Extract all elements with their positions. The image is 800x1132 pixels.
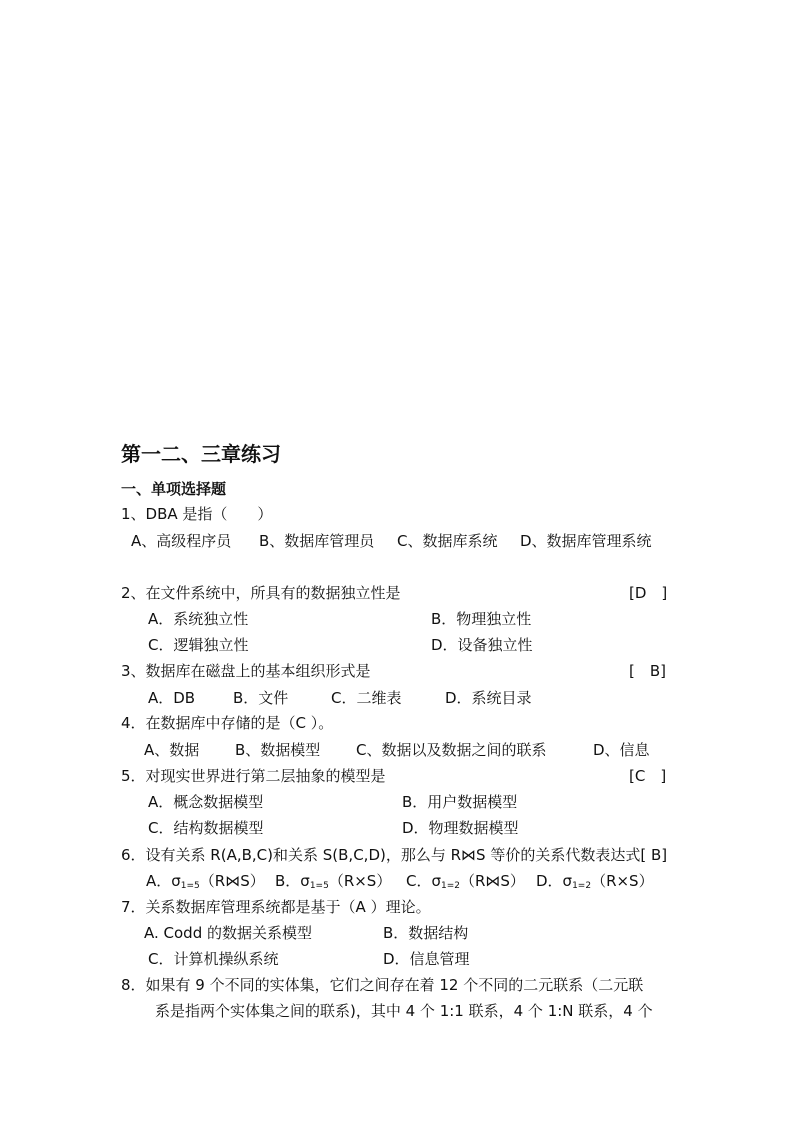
page-title: 第一二、三章练习 — [121, 442, 281, 466]
q4-option-b: B、数据模型 — [235, 741, 321, 759]
q2-option-b: B．物理独立性 — [431, 610, 532, 628]
q4-option-a: A、数据 — [144, 741, 200, 759]
q2-option-a: A．系统独立性 — [148, 610, 249, 628]
q2-option-d: D．设备独立性 — [431, 636, 533, 654]
section-heading: 一、单项选择题 — [121, 480, 227, 498]
question-4-stem: 4．在数据库中存储的是（C ）。 — [121, 714, 334, 732]
q3-option-d: D．系统目录 — [445, 689, 532, 707]
q7-option-b: B．数据结构 — [383, 924, 469, 942]
q3-option-b: B．文件 — [233, 689, 289, 707]
q7-option-d: D．信息管理 — [383, 950, 470, 968]
question-8-line-1: 8．如果有 9 个不同的实体集，它们之间存在着 12 个不同的二元联系（二元联 — [121, 976, 644, 994]
question-2-stem: 2、在文件系统中，所具有的数据独立性是 — [121, 584, 401, 602]
q6-option-d: D．$\sigma_{1=2}(R\times S)$ — [536, 872, 654, 891]
q3-option-a: A．DB — [148, 689, 196, 707]
question-3-stem: 3、数据库在磁盘上的基本组织形式是 — [121, 662, 371, 680]
q3-answer: [ B] — [629, 662, 666, 680]
question-5-stem: 5．对现实世界进行第二层抽象的模型是 — [121, 767, 386, 785]
q1-option-d: D、数据库管理系统 — [520, 532, 652, 550]
q1-option-c: C、数据库系统 — [397, 532, 498, 550]
q2-answer: [D ] — [629, 584, 668, 602]
q2-option-c: C．逻辑独立性 — [148, 636, 249, 654]
q3-option-c: C．二维表 — [331, 689, 402, 707]
q4-option-d: D、信息 — [593, 741, 650, 759]
question-6-stem: 6．设有关系 R(A,B,C)和关系 S(B,C,D)，那么与 R⋈S 等价的关系代数表达式[ B] — [121, 846, 668, 864]
q4-option-c: C、数据以及数据之间的联系 — [356, 741, 547, 759]
q6-option-a: A．$\sigma_{1=5}(R⋈S)$ — [146, 872, 265, 891]
q5-option-b: B．用户数据模型 — [402, 793, 518, 811]
q7-option-c: C．计算机操纵系统 — [148, 950, 279, 968]
question-1-stem: 1、DBA 是指（ ） — [121, 505, 273, 523]
q6-option-b: B．$\sigma_{1=5}(R\times S)$ — [275, 872, 392, 891]
q1-option-b: B、数据库管理员 — [259, 532, 375, 550]
q5-option-d: D．物理数据模型 — [402, 819, 519, 837]
q1-option-a: A、高级程序员 — [131, 532, 232, 550]
q5-answer: [C ] — [629, 767, 667, 785]
question-8-line-2: 系是指两个实体集之间的联系)，其中 4 个 1:1 联系，4 个 1:N 联系，4 个 — [155, 1002, 653, 1020]
question-7-stem: 7．关系数据库管理系统都是基于（A ）理论。 — [121, 898, 431, 916]
q5-option-c: C．结构数据模型 — [148, 819, 264, 837]
q5-option-a: A．概念数据模型 — [148, 793, 264, 811]
q6-option-c: C．$\sigma_{1=2}(R⋈S)$ — [406, 872, 525, 891]
q7-option-a: A. Codd 的数据关系模型 — [144, 924, 312, 942]
